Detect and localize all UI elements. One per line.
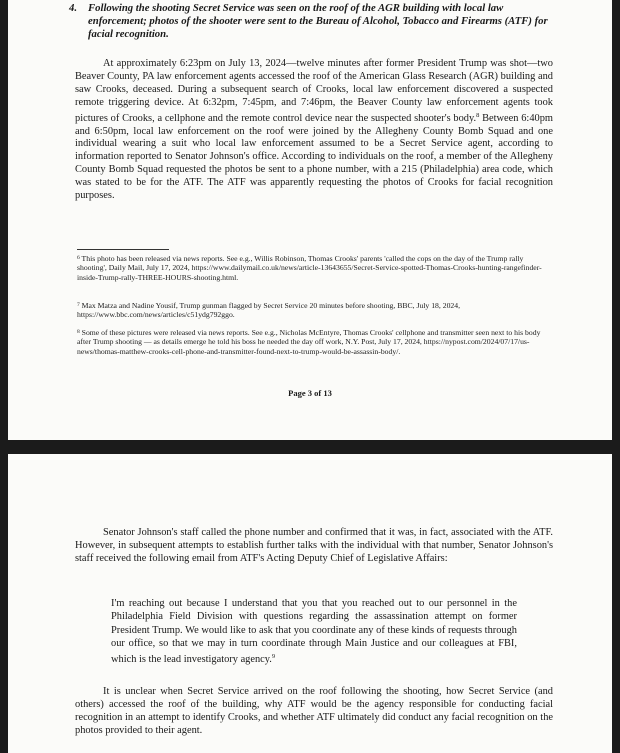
footnote [77,328,553,356]
footnote-text: This photo has been released via news reports. See e.g., Willis Robinson, Thomas Crooks' parents 'called the cops on the day of the Trump rally shooting', Daily Mail, July 17, 2024, https://www.dailymail.co.uk/news/article-13643655/Secret-Service-spotted-Thomas-Crooks-hunting-rangefinder-inside-Trump-rally-THREE-HOURS-shooting.html. [77,254,542,282]
document-page-4 [8,454,612,753]
section-heading [69,2,548,41]
paragraph-text-continued: Between 6:40pm and 6:50pm, local law enforcement on the roof were joined by the Allegheny County Bomb Squad and one individual wearing a suit who local law enforcement assumed to be a Secret Service agent, according to information reported to Senator Johnson's office. According to individuals on the roof, a member of the Allegheny County Bomb Squad requested the photos be sent to a phone number, with a 215 (Philadelphia) area code, which was stated to be for the ATF. The ATF was apparently requesting the photos of Crooks for facial recognition purposes. [75,112,553,202]
section-heading-text: Following the shooting Secret Service was seen on the roof of the AGR building with local law enforcement; photos of the shooter were sent to the Bureau of Alcohol, Tobacco and Firearms (ATF) for facial recognition. [88,2,548,40]
paragraph-text: Senator Johnson's staff called the phone number and confirmed that it was, in fact, associated with the ATF. However, in subsequent attempts to establish further talks with the individual with that number, Senator Johnson's staff received the following email from ATF's Acting Deputy Chief of Legislative Affairs: [75,527,553,564]
body-paragraph [75,58,553,203]
footnote [77,254,553,282]
footnote-number: 6 [77,255,80,261]
body-paragraph [75,686,553,738]
page-number: Page 3 of 13 [288,388,332,398]
body-paragraph [75,527,553,566]
paragraph-text: It is unclear when Secret Service arrived on the roof following the shooting, how Secret Service (and others) accessed the roof of the building, why ATF would be the agency responsible for conducting facial recognition in an attempt to identify Crooks, and whether ATF ultimately did conduct any facial recognition on the photos provided to their agent. [75,686,553,736]
footnote-divider [77,249,169,250]
footnote-reference: 8 [476,111,480,119]
footnote-reference: 9 [271,653,276,661]
footnote-number: 7 [77,302,80,308]
footnote [77,301,553,320]
footnote-number: 8 [77,329,80,335]
block-quote [111,597,517,666]
quote-text: I'm reaching out because I understand that you that you reached out to our personnel in the Philadelphia Field Division with questions regarding the assassination attempt on former President Trump. We would like to ask that you coordinate any of these kinds of requests through our office, so that we may in turn coordinate through Main Justice and our colleagues at FBI, which is the lead investigatory agency. [111,598,517,666]
paragraph-text: At approximately 6:23pm on July 13, 2024—twelve minutes after former President Trump was shot—two Beaver County, PA law enforcement agents accessed the roof of the American Glass Research (AGR) building and saw Crooks, deceased. During a subsequent search of Crooks, local law enforcement discovered a suspected remote triggering device. At 6:32pm, 7:45pm, and 7:46pm, the Beaver County law enforcement agents took pictures of Crooks, a cellphone and the remote control device near the suspected shooter's body. [75,58,553,124]
section-number: 4. [69,2,78,14]
footnote-text: Some of these pictures were released via news reports. See e.g., Nicholas McEntyre, Thomas Crooks' cellphone and transmitter seen next to his body after Trump shooting — as details emerge he told his boss he needed the day off work, N.Y. Post, July 17, 2024, https://nypost.com/2024/07/17/us-news/thomas-matthew-crooks-cell-phone-and-transmitter-found-next-to-trump-would-be-assassin-body/. [77,328,541,356]
footnote-text: Max Matza and Nadine Yousif, Trump gunman flagged by Secret Service 20 minutes before shooting, BBC, July 18, 2024, https://www.bbc.com/news/articles/c51ydg792ggo. [77,301,461,320]
document-page-3 [8,0,612,440]
